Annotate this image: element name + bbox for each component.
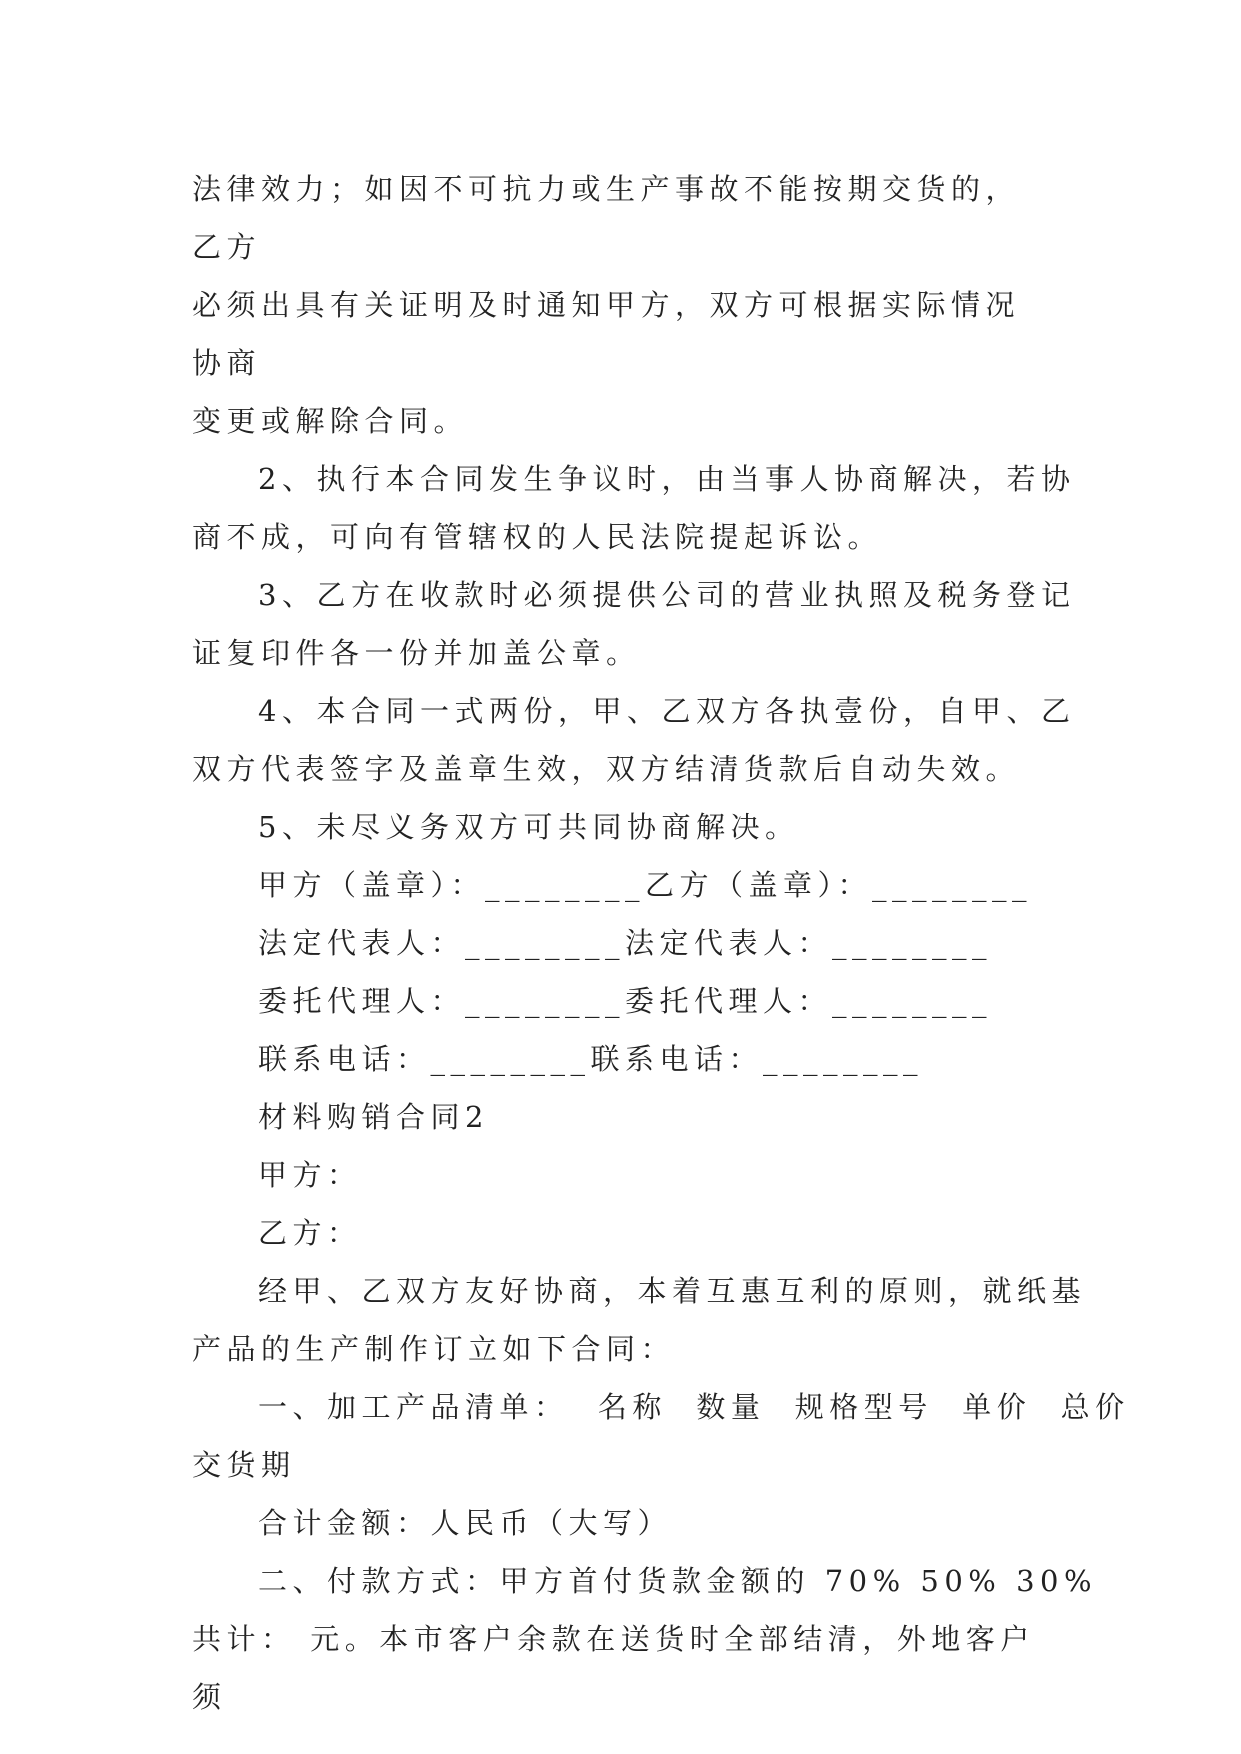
- total-amount-line: 合计金额：人民币（大写）: [258, 1506, 673, 1540]
- intro-line-2: 产品的生产制作订立如下合同：: [192, 1332, 676, 1366]
- item-1-line-1: 一、加工产品清单： 名称 数量 规格型号 单价 总价: [258, 1390, 1130, 1424]
- signature-phone-line: 联系电话：________联系电话：________: [258, 1042, 924, 1076]
- signature-seal-line: 甲方（盖章）：________乙方（盖章）：________: [258, 868, 1033, 902]
- clause-2-line-1: 2、执行本合同发生争议时，由当事人协商解决，若协: [258, 462, 1076, 496]
- clause-4-line-2: 双方代表签字及盖章生效，双方结清货款后自动失效。: [192, 752, 1021, 786]
- signature-agent-line: 委托代理人：________委托代理人：________: [258, 984, 993, 1018]
- party-a-label: 甲方：: [258, 1158, 362, 1192]
- text-line: 变更或解除合同。: [192, 404, 469, 438]
- intro-line-1: 经甲、乙双方友好协商，本着互惠互利的原则，就纸基: [258, 1274, 1087, 1308]
- clause-5: 5、未尽义务双方可共同协商解决。: [258, 810, 800, 844]
- text-line: 法律效力；如因不可抗力或生产事故不能按期交货的，乙方: [192, 172, 1021, 264]
- clause-3-line-2: 证复印件各一份并加盖公章。: [192, 636, 641, 670]
- clause-4-line-1: 4、本合同一式两份，甲、乙双方各执壹份，自甲、乙: [258, 694, 1076, 728]
- party-b-label: 乙方：: [258, 1216, 362, 1250]
- clause-3-line-1: 3、乙方在收款时必须提供公司的营业执照及税务登记: [258, 578, 1076, 612]
- text-line: 必须出具有关证明及时通知甲方，双方可根据实际情况协商: [192, 288, 1021, 380]
- contract-2-title: 材料购销合同2: [258, 1100, 489, 1134]
- document-page: [192, 160, 1130, 1726]
- item-1-line-2: 交货期: [192, 1448, 296, 1482]
- item-2-line-1: 二、付款方式：甲方首付货款金额的 70% 50% 30%: [258, 1564, 1098, 1598]
- clause-2-line-2: 商不成，可向有管辖权的人民法院提起诉讼。: [192, 520, 883, 554]
- signature-legal-rep-line: 法定代表人：________法定代表人：________: [258, 926, 993, 960]
- item-2-line-2: 共计： 元。本市客户余款在送货时全部结清，外地客户须: [192, 1622, 1035, 1714]
